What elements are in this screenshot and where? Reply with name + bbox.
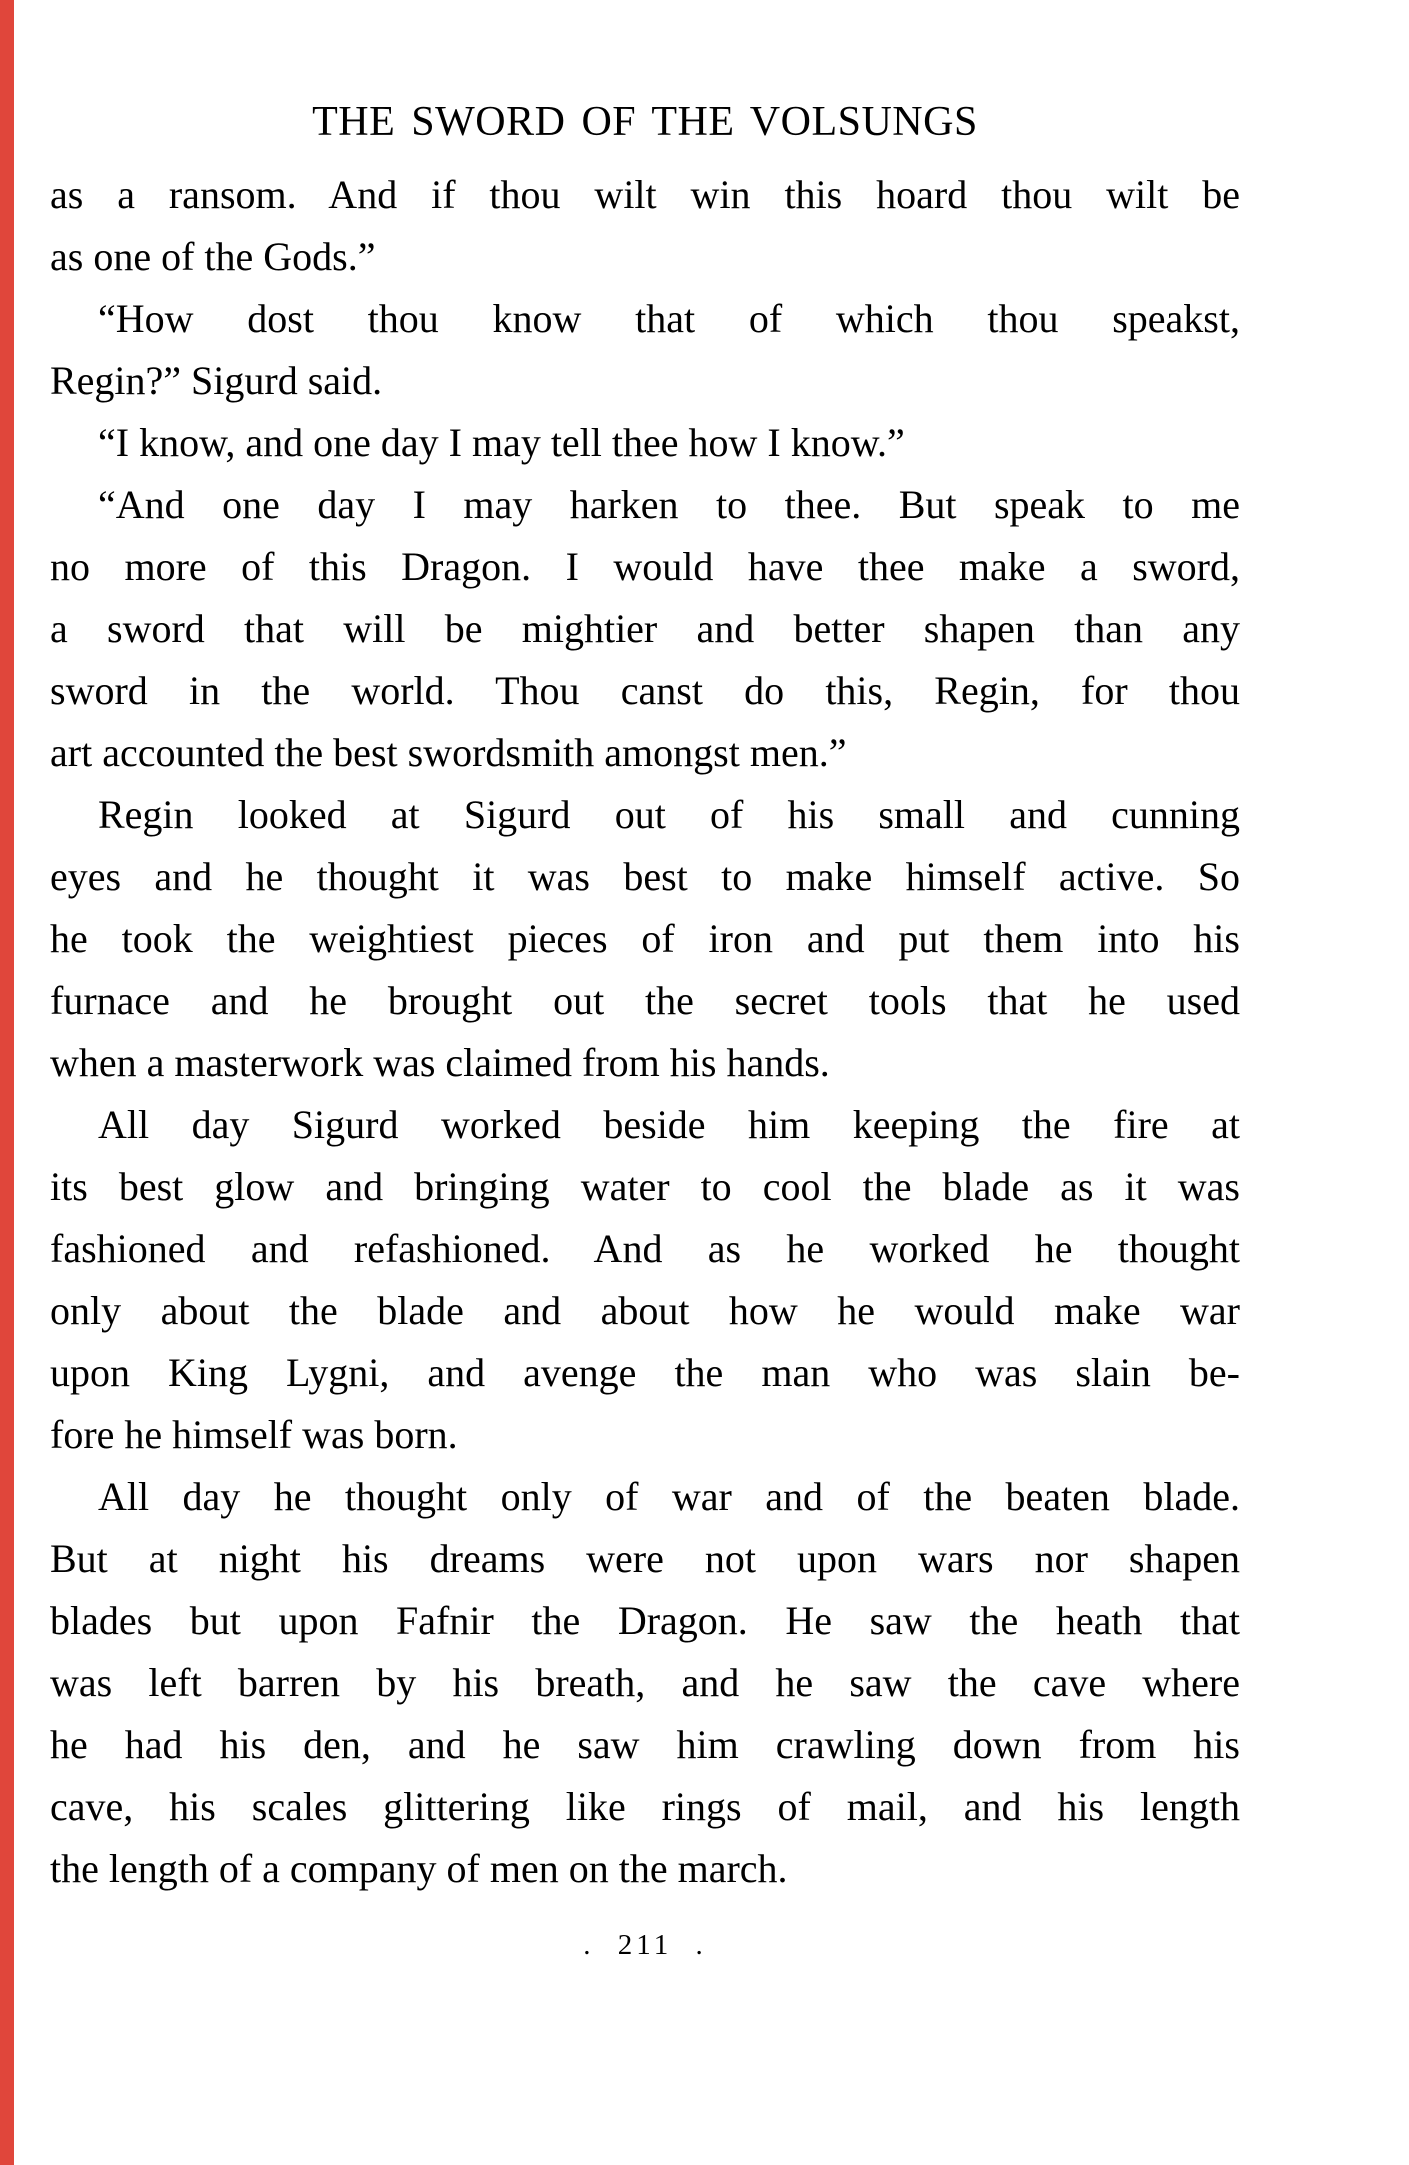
text-line: All day Sigurd worked beside him keeping the fire at (98, 1102, 1240, 1147)
text-line: Regin?” Sigurd said. (50, 358, 383, 403)
paragraph (50, 784, 1240, 1094)
paragraph (50, 288, 1240, 412)
text-line: no more of this Dragon. I would have thee make a sword, (50, 544, 1240, 589)
paragraph (50, 1466, 1240, 1900)
text-line: a sword that will be mightier and better shapen than any (50, 606, 1240, 651)
text-line: But at night his dreams were not upon wars nor shapen (50, 1536, 1240, 1581)
paragraph (50, 412, 1240, 474)
text-line: cave, his scales glittering like rings of mail, and his length (50, 1784, 1240, 1829)
text-line: “How dost thou know that of which thou speakst, (98, 296, 1240, 341)
text-line: fore he himself was born. (50, 1412, 458, 1457)
text-line: eyes and he thought it was best to make himself active. So (50, 854, 1240, 899)
text-line: he had his den, and he saw him crawling down from his (50, 1722, 1240, 1767)
text-line: as one of the Gods.” (50, 234, 376, 279)
text-line: when a masterwork was claimed from his hands. (50, 1040, 830, 1085)
text-line: was left barren by his breath, and he saw the cave where (50, 1660, 1240, 1705)
running-header: THE SWORD OF THE VOLSUNGS (312, 99, 978, 145)
text-line: he took the weightiest pieces of iron and put them into his (50, 916, 1240, 961)
text-line: its best glow and bringing water to cool the blade as it was (50, 1164, 1240, 1209)
text-line: Regin looked at Sigurd out of his small and cunning (98, 792, 1240, 837)
text-line: upon King Lygni, and avenge the man who was slain be- (50, 1350, 1240, 1395)
text-line: sword in the world. Thou canst do this, Regin, for thou (50, 668, 1240, 713)
text-line: fashioned and refashioned. And as he worked he thought (50, 1226, 1240, 1271)
text-line: furnace and he brought out the secret tools that he used (50, 978, 1240, 1023)
text-line: as a ransom. And if thou wilt win this hoard thou wilt be (50, 172, 1240, 217)
text-line: the length of a company of men on the march. (50, 1846, 788, 1891)
text-line: “And one day I may harken to thee. But speak to me (98, 482, 1240, 527)
body-text (50, 164, 1240, 1900)
text-line: only about the blade and about how he would make war (50, 1288, 1240, 1333)
page-edge-stripe (0, 0, 14, 2165)
page-number: . 211 . (583, 1929, 707, 1961)
text-line: art accounted the best swordsmith amongst men.” (50, 730, 847, 775)
paragraph (50, 1094, 1240, 1466)
paragraph (50, 474, 1240, 784)
paragraph (50, 164, 1240, 288)
text-line: All day he thought only of war and of the beaten blade. (98, 1474, 1240, 1519)
text-line: blades but upon Fafnir the Dragon. He saw the heath that (50, 1598, 1240, 1643)
text-line: “I know, and one day I may tell thee how I know.” (98, 420, 905, 465)
